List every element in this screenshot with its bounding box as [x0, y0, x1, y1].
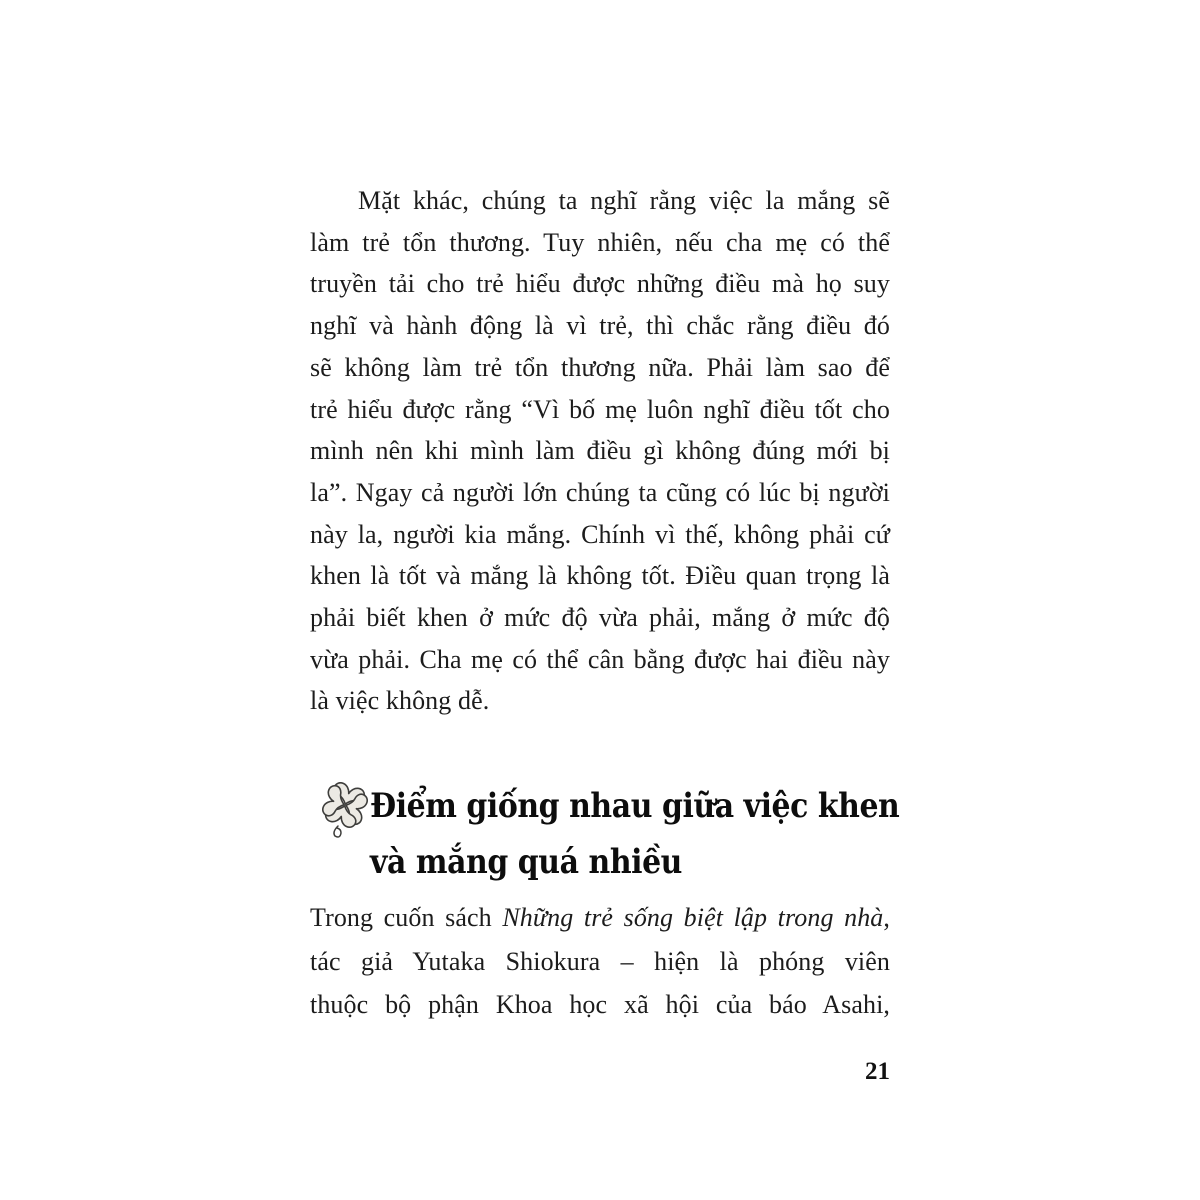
paragraph-1-line: truyền tải cho trẻ hiểu được những điều mà họ suy — [310, 269, 890, 299]
paragraph-2-line: thuộc bộ phận Khoa học xã hội của báo Asahi, — [310, 990, 890, 1019]
paragraph-1-line: Mặt khác, chúng ta nghĩ rằng việc la mắng sẽ — [358, 186, 890, 215]
paragraph-1 — [310, 180, 890, 722]
section-heading-line-2: và mắng quá nhiều — [370, 842, 682, 882]
paragraph-1-line: nghĩ và hành động là vì trẻ, thì chắc rằng điều đó — [310, 311, 890, 341]
paragraph-2-line: tác giả Yutaka Shiokura – hiện là phóng viên — [310, 946, 890, 976]
paragraph-1-line: sẽ không làm trẻ tổn thương nữa. Phải làm sao để — [310, 352, 890, 382]
paragraph-1-line: vừa phải. Cha mẹ có thể cân bằng được hai điều này — [310, 644, 890, 674]
paragraph-2 — [310, 896, 890, 1027]
paragraph-1-line: làm trẻ tổn thương. Tuy nhiên, nếu cha mẹ có thể — [310, 227, 890, 257]
paragraph-2-line — [310, 896, 890, 940]
clover-icon — [322, 782, 368, 840]
book-title-italic: Những trẻ sống biệt lập trong nhà — [502, 903, 884, 932]
paragraph-1-line: là việc không dễ. — [310, 686, 490, 716]
paragraph-1-line: phải biết khen ở mức độ vừa phải, mắng ở mức độ — [310, 603, 890, 633]
paragraph-1-line: mình nên khi mình làm điều gì không đúng mới bị — [310, 436, 890, 466]
paragraph-1-line: này la, người kia mắng. Chính vì thế, không phải cứ — [310, 519, 890, 549]
section-heading-line-1: Điểm giống nhau giữa việc khen — [370, 786, 900, 826]
paragraph-1-line: khen là tốt và mắng là không tốt. Điều quan trọng là — [310, 561, 890, 591]
section-heading-text — [370, 778, 900, 890]
paragraph-2-text: Trong cuốn sách — [310, 903, 503, 932]
paragraph-1-line: trẻ hiểu được rằng “Vì bố mẹ luôn nghĩ điều tốt cho — [310, 394, 890, 424]
paragraph-1-line: la”. Ngay cả người lớn chúng ta cũng có lúc bị người — [310, 477, 890, 507]
page-number: 21 — [865, 1058, 890, 1085]
paragraph-2-text: , — [883, 903, 890, 932]
